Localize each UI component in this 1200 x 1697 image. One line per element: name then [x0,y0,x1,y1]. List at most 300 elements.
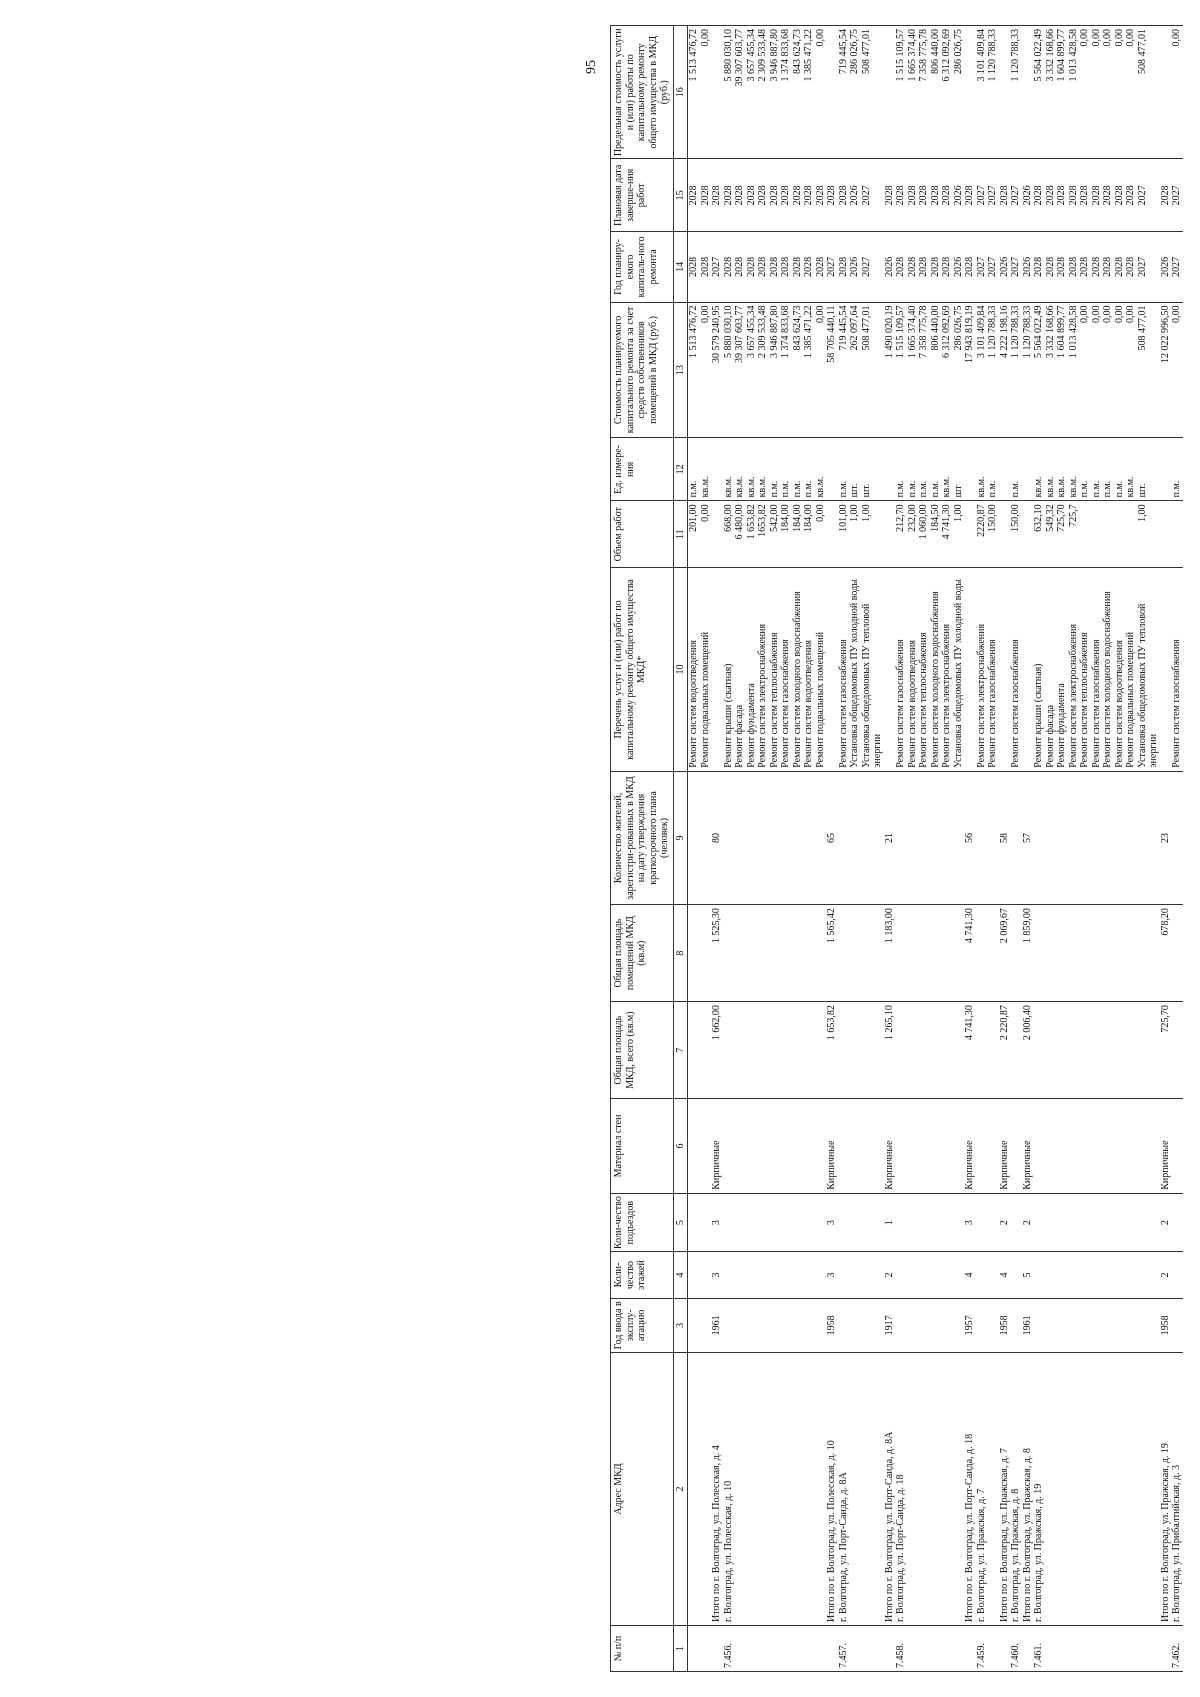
table-cell: п.м. [907,438,919,501]
table-row [1091,26,1103,1672]
table-cell: 2028 [907,159,919,232]
table-cell [999,438,1011,501]
column-number: 10 [673,568,688,772]
table-cell [838,1002,850,1099]
table-cell: 2028 [734,232,746,302]
table-cell [757,1252,769,1298]
table-cell: 2028 [700,232,712,302]
table-cell [1171,905,1183,1002]
table-cell [861,771,884,904]
table-cell [1125,501,1137,568]
table-cell [849,1099,861,1194]
table-cell: 1 385 471,22 [803,302,815,438]
table-cell: 1 653,82 [826,1002,838,1099]
table-cell [723,1193,735,1252]
table-row [964,26,976,1672]
table-cell [953,1252,965,1298]
table-cell [688,1193,700,1252]
table-cell [688,1625,700,1671]
table-cell [826,438,838,501]
table-cell: 1958 [826,1298,838,1353]
table-cell: кв.м. [757,438,769,501]
table-cell [953,771,965,904]
table-cell: 1 385 471,22 [803,26,815,159]
table-cell: 2027 [1010,159,1022,232]
table-cell [1079,1193,1091,1252]
table-cell [734,1298,746,1353]
table-cell [907,1099,919,1194]
table-row [884,26,896,1672]
table-cell: 0,00 [1171,26,1183,159]
table-cell [792,1625,804,1671]
table-cell [999,568,1011,772]
table-cell [1114,771,1126,904]
table-cell [976,771,988,904]
table-cell: 3 [711,1193,723,1252]
table-cell: 5 880 030,10 [723,302,735,438]
table-row [711,26,723,1672]
table-cell: 2028 [1079,232,1091,302]
table-cell: 4 222 198,16 [999,302,1011,438]
table-cell [987,1353,999,1626]
table-cell: 2028 [688,159,700,232]
table-cell [734,1353,746,1626]
table-cell: кв.м. [746,438,758,501]
table-cell: 4 741,30 [964,905,976,1002]
table-cell: 1957 [964,1298,976,1353]
table-cell [1137,1252,1160,1298]
table-cell: Ремонт фасада [1045,568,1057,772]
table-cell [1114,905,1126,1002]
table-cell: 2028 [1160,159,1172,232]
column-number: 8 [673,905,688,1002]
table-cell: Ремонт подвальных помещений [700,568,712,772]
table-row [1079,26,1091,1672]
table-cell: Ремонт систем газоснабжения [1171,568,1183,772]
table-cell: Кирпичные [999,1099,1011,1194]
table-cell [964,501,976,568]
table-cell [792,1353,804,1626]
table-cell [780,1353,792,1626]
table-cell: 2027 [1137,232,1160,302]
table-cell [1056,905,1068,1002]
table-cell: п.м. [918,438,930,501]
table-cell [930,1193,942,1252]
table-cell [1045,1002,1057,1099]
table-cell [815,1298,827,1353]
table-cell [1102,1625,1114,1671]
table-cell [1045,905,1057,1002]
table-cell [757,1002,769,1099]
table-cell [1137,1099,1160,1194]
table-cell [815,1193,827,1252]
table-cell: 0,00 [1091,26,1103,159]
table-cell: 719 445,54 [838,26,850,159]
table-cell: 58 [999,771,1011,904]
table-cell: Установка общедомовых ПУ холодной воды [953,568,965,772]
table-cell: 4 741,30 [964,1002,976,1099]
table-cell: 2028 [688,232,700,302]
table-cell: 2028 [1056,159,1068,232]
table-cell [734,1002,746,1099]
table-cell [746,905,758,1002]
table-cell: 3 657 455,34 [746,302,758,438]
table-row [815,26,827,1672]
table-cell [884,1625,896,1671]
table-cell: 0,00 [815,501,827,568]
table-row [723,26,735,1672]
table-cell: 678,20 [1160,905,1172,1002]
table-cell: Установка общедомовых ПУ тепловой энергии [861,568,884,772]
table-cell [769,905,781,1002]
table-cell: Ремонт фундамента [746,568,758,772]
column-header: № п/п [611,1625,674,1671]
table-cell [1102,1252,1114,1298]
table-cell: Кирпичные [964,1099,976,1194]
table-cell: 668,00 [723,501,735,568]
table-cell: Ремонт крыши (скатная) [723,568,735,772]
table-cell [1125,1002,1137,1099]
column-number: 3 [673,1298,688,1353]
table-cell [1114,1252,1126,1298]
table-cell [1091,1625,1103,1671]
table-cell [953,1099,965,1194]
table-cell: 7.460. [1010,1625,1022,1671]
table-cell: 0,00 [1171,302,1183,438]
table-cell [792,1298,804,1353]
table-cell: п.м. [769,438,781,501]
table-cell [895,1252,907,1298]
table-cell: Ремонт систем теплоснабжения [918,568,930,772]
column-number: 13 [673,302,688,438]
table-cell [1045,1193,1057,1252]
table-cell: 0,00 [1114,26,1126,159]
column-number: 2 [673,1353,688,1626]
table-cell [884,26,896,159]
table-cell [895,1193,907,1252]
table-cell [1160,26,1172,159]
table-cell: 2028 [1091,232,1103,302]
table-cell [711,1625,723,1671]
table-cell: Ремонт систем электроснабжения [941,568,953,772]
table-cell [746,1002,758,1099]
table-cell: 184,50 [930,501,942,568]
table-cell: 1 183,00 [884,905,896,1002]
table-cell: 201,00 [688,501,700,568]
table-row [757,26,769,1672]
table-cell [1056,1625,1068,1671]
table-cell: 2027 [987,232,999,302]
table-cell [1171,1298,1183,1353]
table-cell [941,1002,953,1099]
table-cell [1033,1298,1045,1353]
table-row [1125,26,1137,1672]
table-cell [918,1353,930,1626]
table-cell: 2 [884,1252,896,1298]
table-cell [1091,501,1103,568]
table-cell: 1 513 476,72 [688,26,700,159]
table-cell: 0,00 [1091,302,1103,438]
table-cell: 6 480,00 [734,501,746,568]
table-row [746,26,758,1672]
capital-repair-table [610,25,1183,1672]
table-cell: 1653,82 [757,501,769,568]
table-cell [769,1353,781,1626]
table-cell [769,1193,781,1252]
table-cell [976,1193,988,1252]
table-cell: 0,00 [1125,26,1137,159]
table-cell: кв.м. [1125,438,1137,501]
table-cell [700,1252,712,1298]
table-cell: 2027 [987,159,999,232]
table-cell: 2026 [849,159,861,232]
table-cell: 2028 [999,159,1011,232]
table-cell: 725,70 [1056,501,1068,568]
table-cell: 3 [826,1193,838,1252]
table-cell [884,438,896,501]
table-cell: 2028 [780,159,792,232]
table-cell: 2028 [803,232,815,302]
table-cell [1137,1193,1160,1252]
table-cell: 286 026,75 [953,302,965,438]
table-cell: 2028 [1091,159,1103,232]
column-header: Коли-чество этажей [611,1252,674,1298]
table-cell: г. Волгоград, ул. Прибалтийская, д. 3 [1171,1353,1183,1626]
table-cell [1056,1252,1068,1298]
table-cell: Ремонт фундамента [1056,568,1068,772]
table-cell: 2028 [930,159,942,232]
table-cell [953,905,965,1002]
table-cell [907,1353,919,1626]
table-cell: 1,00 [1137,501,1160,568]
column-number: 9 [673,771,688,904]
table-cell [1022,501,1034,568]
table-cell: 1 120 788,33 [987,302,999,438]
table-cell [1114,1298,1126,1353]
table-cell [941,771,953,904]
table-cell [907,1625,919,1671]
table-cell: 508 477,01 [861,302,884,438]
table-cell: 1958 [999,1298,1011,1353]
table-cell: 2026 [1022,159,1034,232]
table-cell [930,1625,942,1671]
table-cell [746,1099,758,1194]
table-cell [930,1353,942,1626]
table-cell [1022,1625,1034,1671]
table-cell [1068,905,1080,1002]
table-cell [953,1353,965,1626]
table-cell [1114,1002,1126,1099]
table-cell [895,1002,907,1099]
table-row [999,26,1011,1672]
table-cell: 1 665 374,40 [907,26,919,159]
table-cell: 2028 [711,159,723,232]
table-cell [734,1625,746,1671]
table-cell [930,905,942,1002]
table-cell: Ремонт систем холодного водоснабжения [1102,568,1114,772]
table-cell [849,1353,861,1626]
table-cell: 1961 [711,1298,723,1353]
table-cell [780,1099,792,1194]
table-cell: г. Волгоград, ул. Пражская, д. 19 [1033,1353,1045,1626]
table-cell: 5 [1022,1252,1034,1298]
table-cell [861,1625,884,1671]
table-cell [792,1193,804,1252]
table-cell [792,1099,804,1194]
table-cell [746,1625,758,1671]
table-cell [1102,771,1114,904]
table-cell: 4 741,30 [941,501,953,568]
table-cell [941,1625,953,1671]
table-row [1022,26,1034,1672]
table-cell [930,771,942,904]
table-cell: шт. [1137,438,1160,501]
table-cell: 2028 [1045,159,1057,232]
table-cell: 2027 [861,159,884,232]
table-cell: 184,00 [803,501,815,568]
table-cell: 2026 [849,232,861,302]
table-cell: 2028 [895,232,907,302]
page-number: 95 [584,60,599,74]
table-cell: 1 013 428,58 [1068,26,1080,159]
table-cell [1125,1298,1137,1353]
table-cell [769,1099,781,1194]
table-cell [849,905,861,1002]
table-cell [953,1193,965,1252]
table-cell: 2028 [930,232,942,302]
table-cell: 3 332 168,66 [1045,302,1057,438]
table-cell [964,26,976,159]
table-cell [700,1625,712,1671]
column-number: 15 [673,159,688,232]
table-cell [1068,1193,1080,1252]
table-cell: п.м. [987,438,999,501]
table-cell: п.м. [895,438,907,501]
table-cell [1010,771,1022,904]
table-cell [711,501,723,568]
table-cell: 0,00 [1079,302,1091,438]
table-cell [769,1002,781,1099]
table-cell [734,1099,746,1194]
column-header: Предельная стоимость услуги и (или) работы по капитальному ремонту общего имущества в МКД (руб.) [611,26,674,159]
table-cell [1137,1002,1160,1099]
table-cell [1102,1193,1114,1252]
table-cell [688,905,700,1002]
table-cell: 2026 [999,232,1011,302]
table-cell [1125,1252,1137,1298]
table-cell [895,771,907,904]
table-cell: 2027 [1171,232,1183,302]
table-cell: 1,00 [849,501,861,568]
table-cell: 2028 [918,232,930,302]
table-cell: Итого по г. Волгоград, ул. Порт-Саида, д. 18 [964,1353,976,1626]
table-cell: 2028 [700,159,712,232]
column-header: Общая площадь МКД, всего (кв.м) [611,1002,674,1099]
table-cell: 56 [964,771,976,904]
table-cell: 1 525,30 [711,905,723,1002]
table-cell: 2028 [757,159,769,232]
table-cell: 2028 [734,159,746,232]
table-cell: 542,00 [769,501,781,568]
table-cell: Итого по г. Волгоград, ул. Пражская, д. 8 [1022,1353,1034,1626]
table-cell: г. Волгоград, ул. Порт-Саида, д. 8А [838,1353,850,1626]
table-cell: Ремонт фасада [734,568,746,772]
table-cell [895,905,907,1002]
table-cell: 2027 [1171,159,1183,232]
table-cell: г. Волгоград, ул. Пражская, д. 8 [1010,1353,1022,1626]
table-cell: 1961 [1022,1298,1034,1353]
table-cell [803,905,815,1002]
table-cell: 2028 [907,232,919,302]
table-cell [803,1252,815,1298]
table-cell: п.м. [688,438,700,501]
table-cell [918,1193,930,1252]
column-header: Перечень услуг и (или) работ по капитальному ремонту общего имущества МКД* [611,568,674,772]
table-cell [1102,1353,1114,1626]
table-row [1010,26,1022,1672]
table-cell: 2028 [803,159,815,232]
table-cell: 2028 [815,159,827,232]
table-cell [688,1099,700,1194]
table-cell: Ремонт систем холодного водоснабжения [930,568,942,772]
column-header: Год планиру-емого капиталь-ного ремонта [611,232,674,302]
column-number: 1 [673,1625,688,1671]
table-cell: 2 069,67 [999,905,1011,1002]
table-cell: п.м. [792,438,804,501]
table-cell: 2028 [769,232,781,302]
table-cell [711,438,723,501]
table-cell: 1 374 833,68 [780,26,792,159]
table-cell [746,1252,758,1298]
table-cell: 232,00 [907,501,919,568]
table-cell: 1 604 899,77 [1056,302,1068,438]
table-cell: 7.461. [1033,1625,1045,1671]
table-cell: 5 564 022,49 [1033,302,1045,438]
table-cell: 2 [1022,1193,1034,1252]
table-cell: 2028 [1114,159,1126,232]
table-cell [1091,771,1103,904]
table-cell: 2028 [746,159,758,232]
table-row [803,26,815,1672]
table-row [734,26,746,1672]
table-cell [1125,1193,1137,1252]
table-cell [1171,771,1183,904]
table-cell: 1 604 899,77 [1056,26,1068,159]
table-cell [861,1298,884,1353]
table-cell [907,1002,919,1099]
table-row [688,26,700,1672]
table-cell [1171,1002,1183,1099]
table-cell: 806 440,00 [930,302,942,438]
table-cell: 184,00 [780,501,792,568]
table-cell [884,568,896,772]
table-cell [746,771,758,904]
table-cell [688,1252,700,1298]
table-cell: 0,00 [815,302,827,438]
table-cell: п.м. [1114,438,1126,501]
table-cell [803,1353,815,1626]
table-cell [1056,1002,1068,1099]
table-cell: 2028 [792,159,804,232]
table-cell [895,1099,907,1194]
table-cell: 2026 [884,232,896,302]
table-row [907,26,919,1672]
table-cell: кв.м. [815,438,827,501]
table-cell: 12 022 996,50 [1160,302,1172,438]
table-cell [987,1099,999,1194]
column-number: 7 [673,1002,688,1099]
table-row [918,26,930,1672]
